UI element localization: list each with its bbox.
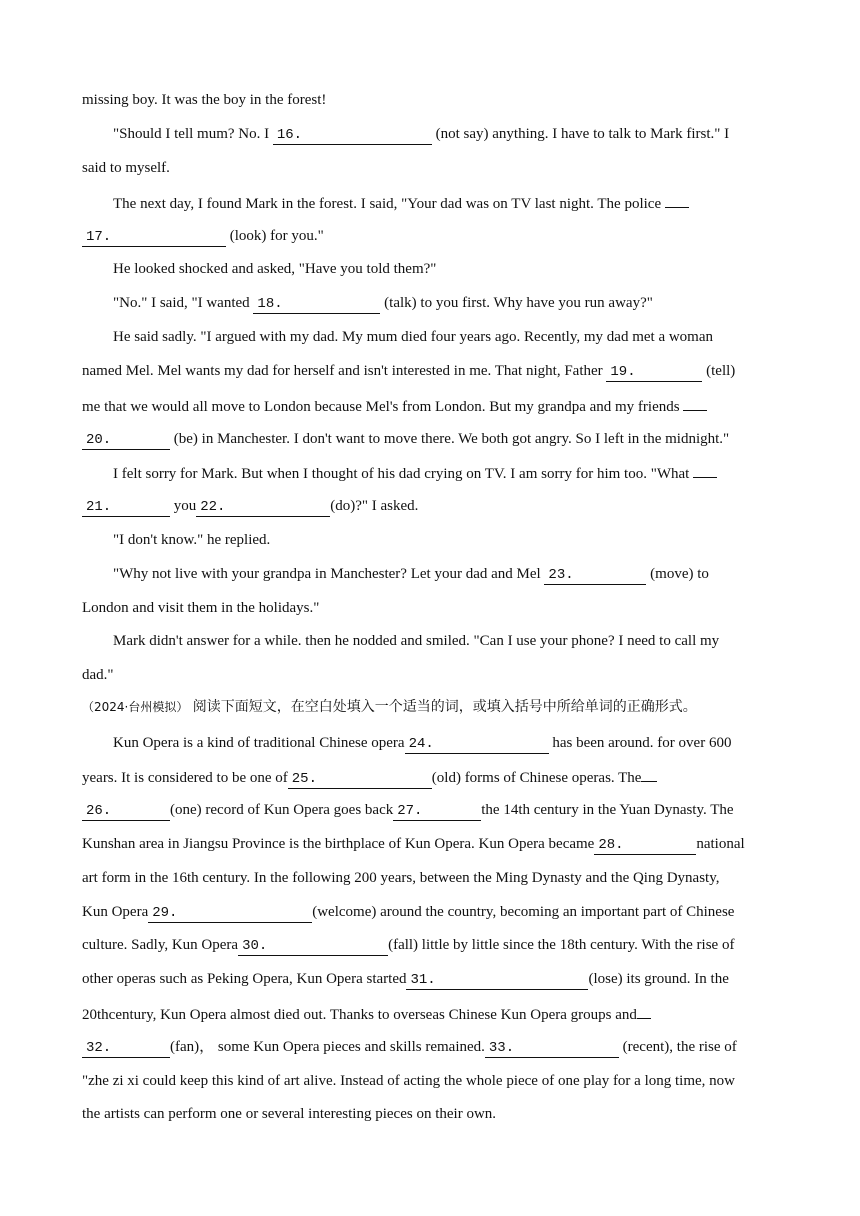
- blank-22[interactable]: 22.: [196, 498, 330, 517]
- line-text: (old) forms of Chinese operas. The: [431, 770, 642, 786]
- line-text: London and visit them in the holidays.": [82, 600, 320, 616]
- line-text: art form in the 16th century. In the following 200 years, between the Ming Dynasty and the Qing Dynasty,: [82, 870, 720, 886]
- line-text: said to myself.: [82, 160, 170, 176]
- line-text: "Why not live with your grandpa in Manchester? Let your dad and Mel: [113, 566, 545, 582]
- blank-32[interactable]: 32.: [82, 1039, 170, 1058]
- line-text: Mark didn't answer for a while. then he nodded and smiled. "Can I use your phone? I need to call my: [113, 633, 720, 649]
- line-text: years. It is considered to be one of: [82, 770, 288, 786]
- text-line: [82, 598, 319, 618]
- text-line: [82, 800, 734, 821]
- line-text: "No." I said, "I wanted: [113, 295, 254, 311]
- text-line: [113, 530, 270, 550]
- line-text: (one) record of Kun Opera goes back: [170, 802, 394, 818]
- instruction-text: 阅读下面短文，在空白处填入一个适当的词，或填入括号中所给单词的正确形式。: [188, 699, 697, 715]
- text-line: [82, 868, 720, 888]
- line-text: (not say) anything. I have to talk to Mark first." I: [431, 126, 730, 142]
- blank-21[interactable]: 21.: [82, 498, 170, 517]
- line-text: other operas such as Peking Opera, Kun Opera started: [82, 971, 407, 987]
- line-text: national: [696, 836, 745, 852]
- line-text: 20thcentury, Kun Opera almost died out. Thanks to overseas Chinese Kun Opera groups and: [82, 1007, 637, 1023]
- text-line: [82, 1037, 737, 1058]
- line-text: dad.": [82, 667, 114, 683]
- text-line: [82, 935, 734, 956]
- text-line: [113, 631, 719, 651]
- line-text: "zhe zi xi could keep this kind of art alive. Instead of acting the whole piece of one play for a long time, now: [82, 1073, 735, 1089]
- text-line: [82, 429, 729, 450]
- line-text: "Should I tell mum? No. I: [113, 126, 273, 142]
- line-text: The next day, I found Mark in the forest. I said, "Your dad was on TV last night. The police: [113, 196, 665, 212]
- text-line: [82, 1071, 735, 1091]
- blank-underline: [693, 462, 717, 478]
- line-text: (fall) little by little since the 18th century. With the rise of: [388, 937, 735, 953]
- line-text: you: [170, 498, 197, 514]
- blank-20[interactable]: 20.: [82, 431, 170, 450]
- line-text: "I don't know." he replied.: [113, 532, 271, 548]
- line-text: Kun Opera is a kind of traditional Chinese opera: [113, 735, 405, 751]
- blank-30[interactable]: 30.: [238, 937, 388, 956]
- section-instruction: [82, 697, 697, 717]
- blank-28[interactable]: 28.: [594, 836, 696, 855]
- text-line: [82, 1104, 496, 1124]
- text-line: [82, 665, 114, 685]
- blank-24[interactable]: 24.: [405, 735, 549, 754]
- line-text: (fan)， some Kun Opera pieces and skills remained.: [170, 1039, 485, 1055]
- blank-25[interactable]: 25.: [288, 770, 432, 789]
- text-line: [113, 192, 689, 214]
- line-text: missing boy. It was the boy in the forest!: [82, 92, 327, 108]
- line-text: (recent), the rise of: [618, 1039, 737, 1055]
- line-text: Kunshan area in Jiangsu Province is the birthplace of Kun Opera. Kun Opera became: [82, 836, 595, 852]
- blank-29[interactable]: 29.: [148, 904, 312, 923]
- text-line: [82, 834, 745, 855]
- line-text: the 14th century in the Yuan Dynasty. The: [481, 802, 734, 818]
- line-text: (lose) its ground. In the: [588, 971, 729, 987]
- line-text: culture. Sadly, Kun Opera: [82, 937, 239, 953]
- blank-underline: [683, 395, 707, 411]
- line-text: He said sadly. "I argued with my dad. My mum died four years ago. Recently, my dad met a woman: [113, 329, 714, 345]
- text-line: [82, 1003, 651, 1025]
- line-text: (do)?" I asked.: [330, 498, 419, 514]
- blank-33[interactable]: 33.: [485, 1039, 619, 1058]
- blank-31[interactable]: 31.: [406, 971, 588, 990]
- line-text: (be) in Manchester. I don't want to move there. We both got angry. So I left in the midnight.": [170, 431, 730, 447]
- text-line: [82, 969, 729, 990]
- text-line: [82, 90, 326, 110]
- line-text: (welcome) around the country, becoming an important part of Chinese: [312, 904, 735, 920]
- text-line: [113, 259, 436, 279]
- line-text: Kun Opera: [82, 904, 149, 920]
- text-line: [82, 361, 735, 382]
- blank-16[interactable]: 16.: [273, 126, 432, 145]
- text-line: [82, 226, 324, 247]
- text-line: [113, 564, 709, 585]
- blank-17[interactable]: 17.: [82, 228, 226, 247]
- line-text: He looked shocked and asked, "Have you told them?": [113, 261, 437, 277]
- blank-26[interactable]: 26.: [82, 802, 170, 821]
- text-line: [113, 327, 713, 347]
- line-text: (look) for you.": [226, 228, 324, 244]
- text-line: [82, 158, 170, 178]
- line-text: (tell): [702, 363, 736, 379]
- blank-23[interactable]: 23.: [544, 566, 646, 585]
- line-text: named Mel. Mel wants my dad for herself and isn't interested in me. That night, Father: [82, 363, 607, 379]
- line-text: (talk) to you first. Why have you run away?": [380, 295, 653, 311]
- text-line: [82, 496, 418, 517]
- line-text: has been around. for over 600: [548, 735, 732, 751]
- text-line: [82, 395, 707, 417]
- text-line: [113, 124, 729, 145]
- blank-27[interactable]: 27.: [393, 802, 481, 821]
- line-text: (move) to: [646, 566, 709, 582]
- text-line: [113, 293, 653, 314]
- line-text: me that we would all move to London because Mel's from London. But my grandpa and my friends: [82, 399, 684, 415]
- source-tag: （2024·台州模拟）: [82, 700, 189, 714]
- line-text: the artists can perform one or several interesting pieces on their own.: [82, 1106, 497, 1122]
- line-text: I felt sorry for Mark. But when I thought of his dad crying on TV. I am sorry for him too. "What: [113, 466, 694, 482]
- blank-underline: [665, 192, 689, 208]
- blank-underline: [641, 766, 657, 782]
- blank-underline: [637, 1003, 651, 1019]
- text-line: [82, 766, 657, 789]
- text-line: [113, 733, 731, 754]
- text-line: [113, 462, 717, 484]
- blank-19[interactable]: 19.: [606, 363, 702, 382]
- text-line: [82, 902, 734, 923]
- blank-18[interactable]: 18.: [253, 295, 380, 314]
